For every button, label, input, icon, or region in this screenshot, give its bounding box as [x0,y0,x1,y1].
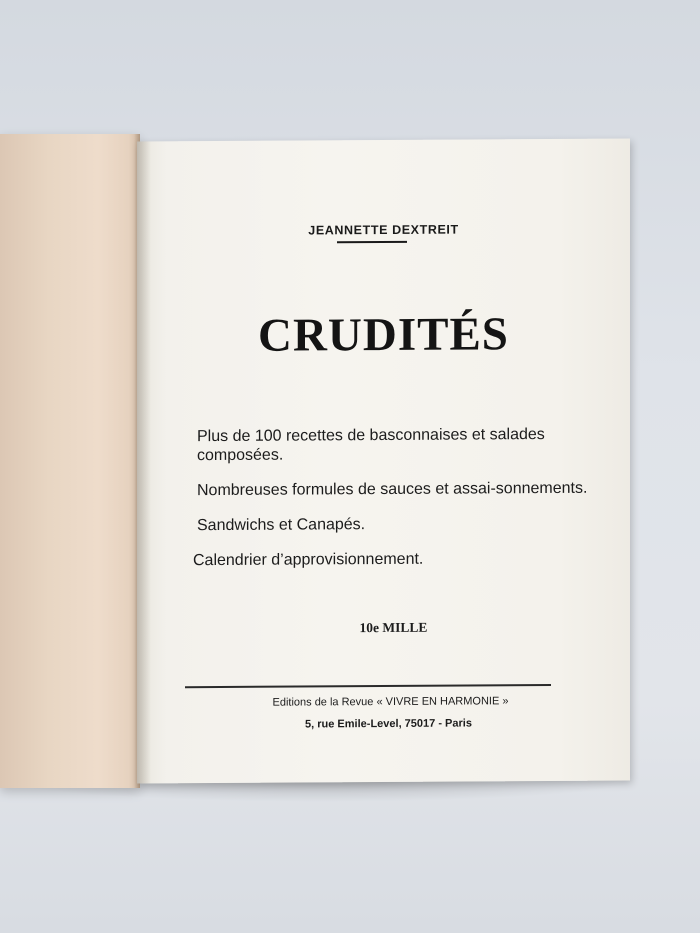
feature-calendar: Calendrier d’approvisionnement. [193,550,424,570]
inside-cover-page [0,134,140,788]
publisher-rule [185,684,551,688]
author-underline [337,241,407,243]
author-name: JEANNETTE DEXTREIT [308,222,459,238]
title-page [137,138,630,783]
publisher-address: 5, rue Emile-Level, 75017 - Paris [305,717,472,731]
feature-sandwiches: Sandwichs et Canapés. [197,516,366,535]
title-page-content [137,138,630,783]
feature-recipes: Plus de 100 recettes de basconnaises et salades composées. [197,426,545,465]
publisher-name: Editions de la Revue « VIVRE EN HARMONIE » [272,695,509,709]
feature-list [193,425,623,587]
book-title: CRUDITÉS [258,308,509,362]
feature-sauces: Nombreuses formules de sauces et assai-sonnements. [197,479,588,500]
edition-note: 10e MILLE [359,619,428,636]
